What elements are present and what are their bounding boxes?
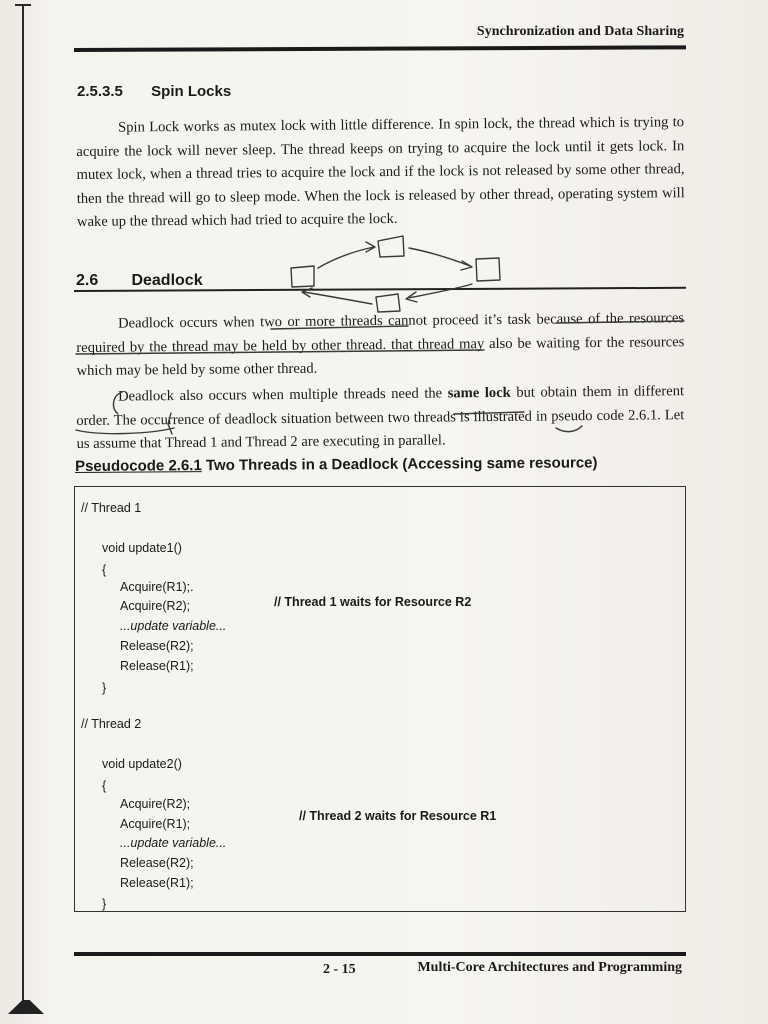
footer-rule	[74, 952, 686, 956]
section-title: Spin Locks	[151, 83, 232, 100]
sketch-box-left	[291, 266, 314, 287]
thread2-open-brace: {	[102, 779, 107, 793]
thread2-line-5: Release(R1);	[120, 876, 194, 890]
thread1-signature: void update1()	[102, 541, 182, 555]
binding-foot-mark	[8, 1000, 44, 1014]
thread1-line-2: Acquire(R2);	[120, 599, 191, 613]
section-number: 2.5.3.5	[77, 83, 123, 100]
thread2-line-4: Release(R2);	[120, 856, 194, 870]
binding-edge-line	[22, 4, 24, 1010]
pseudocode-label: Pseudocode 2.6.1	[75, 457, 202, 475]
deadlock-paragraph-1: Deadlock occurs when two or more threads cannot proceed it’s task because of the resources required by the thread may be held by other thread. that thread may also be waiting for the resources which may be held by some other thread.	[76, 310, 685, 379]
binding-top-mark	[15, 4, 31, 6]
sketch-box-right	[476, 258, 500, 281]
thread1-close-brace: }	[102, 681, 107, 695]
paragraph-text: Deadlock also occurs when multiple threads need the	[118, 385, 448, 405]
sketch-arrow-3	[408, 284, 472, 298]
sketch-arrowhead-2	[461, 261, 472, 270]
thread1-note: // Thread 1 waits for Resource R2	[274, 595, 472, 609]
thread1-line-1: Acquire(R1);.	[120, 580, 194, 594]
sketch-arrowhead-1	[366, 242, 375, 252]
sketch-arrow-4	[304, 292, 372, 304]
thread2-note: // Thread 2 waits for Resource R1	[299, 809, 497, 823]
paragraph-text: but obtain them in different order. The occurrence of deadlock situation between two threads is illustrated in pseudo code 2.6.1. Let us assume that Thread 1 and Thread 2 are executing in parallel.	[76, 383, 685, 452]
thread2-line-1: Acquire(R2);	[120, 797, 191, 811]
sketch-box-top	[378, 236, 404, 257]
sketch-arrow-2	[409, 248, 470, 266]
thread1-comment: // Thread 1	[81, 501, 142, 515]
thread2-line-3: ...update variable...	[120, 836, 227, 850]
thread1-line-5: Release(R1);	[120, 659, 194, 673]
spin-lock-paragraph: Spin Lock works as mutex lock with little difference. In spin lock, the thread which is trying to acquire the lock will never sleep. The thread keeps on trying to acquire the lock until it gets lock. In mutex lock, when a thread tries to acquire the lock and if the lock is not released by some other thread, then the thread will go to sleep mode. When the lock is released by other thread, operating system will wake up the thread which had tried to acquire the lock.	[76, 114, 685, 230]
header-rule	[74, 45, 686, 52]
thread2-comment: // Thread 2	[81, 717, 142, 731]
deadlock-paragraph-2	[76, 380, 685, 456]
sketch-arrowhead-3	[406, 292, 417, 302]
thread1-line-4: Release(R2);	[120, 639, 194, 653]
section-number: 2.6	[76, 272, 99, 289]
thread1-open-brace: {	[102, 563, 107, 577]
thread2-line-2: Acquire(R1);	[120, 817, 191, 831]
running-header: Synchronization and Data Sharing	[476, 24, 684, 39]
pseudocode-box	[74, 486, 686, 912]
section-title: Deadlock	[131, 272, 203, 289]
footer-book-title: Multi-Core Architectures and Programming	[417, 960, 682, 975]
section-heading-deadlock	[76, 272, 203, 290]
emphasis-same-lock: same lock	[447, 384, 511, 402]
thread2-close-brace: }	[102, 897, 107, 911]
thread1-line-3: ...update variable...	[120, 619, 227, 633]
thread2-signature: void update2()	[102, 757, 182, 771]
sketch-arrow-1	[318, 247, 374, 268]
page-number: 2 - 15	[323, 962, 356, 977]
pseudocode-title: Two Threads in a Deadlock (Accessing same resource)	[201, 454, 598, 475]
pseudocode-caption	[75, 454, 598, 475]
section-heading-spin-locks	[77, 83, 231, 100]
